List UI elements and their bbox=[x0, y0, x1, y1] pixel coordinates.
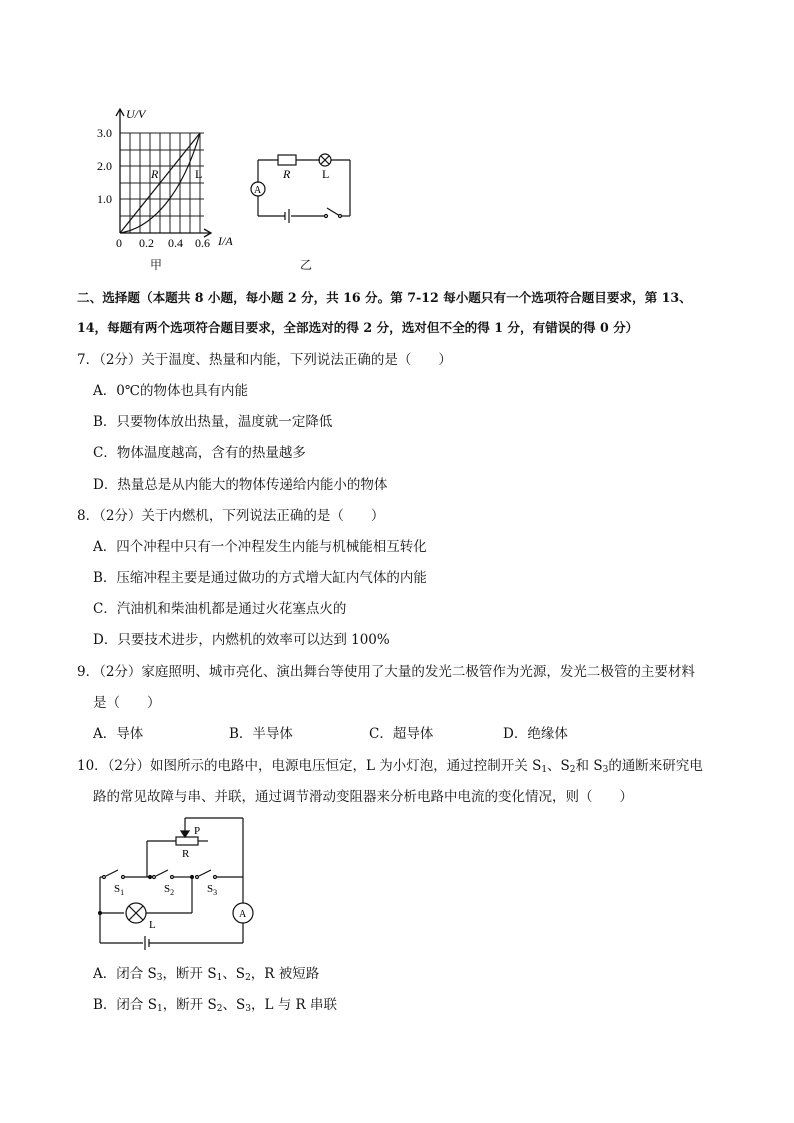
x-tick-02: 0.2 bbox=[139, 236, 154, 250]
resistor-label: R bbox=[283, 167, 291, 181]
q9-option-c: C．超导体 bbox=[369, 726, 434, 742]
q10-stem-part4: 的通断来研究电 bbox=[608, 758, 703, 774]
q10-option-b: B．闭合 $S_1$，断开 $S_2$、$S_3$，L 与 R 串联 bbox=[93, 997, 337, 1014]
q9-option-b: B．半导体 bbox=[229, 726, 293, 742]
lamp-label: L bbox=[322, 167, 330, 181]
switch-s1 bbox=[106, 870, 118, 876]
q9-stem-line1: 9．（2分）家庭照明、城市亮化、演出舞台等使用了大量的发光二极管作为光源，发光二极管的主要材料 bbox=[77, 664, 695, 680]
rheostat-r bbox=[176, 837, 198, 845]
switch-s2 bbox=[156, 870, 168, 876]
circuit-yi bbox=[240, 145, 360, 230]
ammeter-label: A bbox=[254, 185, 262, 196]
q10-option-a: A．闭合 $S_3$，断开 $S_1$、$S_2$，R 被短路 bbox=[93, 966, 320, 983]
y-tick-2: 2.0 bbox=[97, 159, 112, 173]
q10-stem-part3: 和 S bbox=[575, 758, 603, 774]
q8-option-d: D．只要技术进步，内燃机的效率可以达到 100% bbox=[93, 632, 390, 648]
section-heading-line1: 二、选择题（本题共 8 小题，每小题 2 分，共 16 分。第 7-12 每小题只有一个选项符合题目要求，第 13、 bbox=[77, 290, 692, 305]
q8-option-a: A．四个冲程中只有一个冲程发生内能与机械能相互转化 bbox=[93, 539, 427, 555]
q9-option-a: A．导体 bbox=[93, 726, 144, 742]
q7-option-b: B．只要物体放出热量，温度就一定降低 bbox=[93, 414, 333, 430]
x-tick-06: 0.6 bbox=[195, 236, 210, 250]
x-axis-label: I/A bbox=[218, 234, 233, 248]
curve-r-label: R bbox=[151, 167, 159, 181]
q8-option-b: B．压缩冲程主要是通过做功的方式增大缸内气体的内能 bbox=[93, 570, 427, 586]
q10-fig-r: R bbox=[182, 848, 190, 860]
q10-fig-p: P bbox=[194, 825, 201, 837]
q7-stem: 7．（2分）关于温度、热量和内能，下列说法正确的是（ ） bbox=[77, 352, 452, 368]
q7-option-c: C．物体温度越高，含有的热量越多 bbox=[93, 445, 306, 461]
q8-option-c: C．汽油机和柴油机都是通过火花塞点火的 bbox=[93, 601, 347, 617]
q10-stem-part1: 10．（2分）如图所示的电路中，电源电压恒定，L 为小灯泡，通过控制开关 S bbox=[77, 758, 542, 774]
slider-arrow bbox=[181, 831, 189, 837]
q10-fig-s3: $S_3$ bbox=[207, 883, 218, 897]
curve-l-label: L bbox=[195, 167, 203, 181]
q10-stem-line2: 路的常见故障与串、并联，通过调节滑动变阻器来分析电路中电流的变化情况，则（ ） bbox=[93, 789, 633, 805]
q10-circuit bbox=[90, 815, 265, 955]
q7-option-d: D．热量总是从内能大的物体传递给内能小的物体 bbox=[93, 477, 388, 493]
q10-stem-line1 bbox=[77, 756, 703, 776]
x-tick-04: 0.4 bbox=[168, 236, 183, 250]
q10-sub2: 2 bbox=[569, 765, 576, 775]
caption-yi: 乙 bbox=[300, 258, 313, 272]
y-tick-1: 1.0 bbox=[97, 192, 112, 206]
q10-fig-s1: $S_1$ bbox=[114, 883, 125, 897]
caption-jia: 甲 bbox=[150, 258, 163, 272]
q10-stem-part2: 、S bbox=[547, 758, 570, 774]
q9-stem-line2: 是（ ） bbox=[93, 695, 161, 711]
resistor-r bbox=[278, 155, 296, 165]
q10-fig-l: L bbox=[149, 919, 156, 931]
y-axis-label: U/V bbox=[126, 107, 146, 121]
q10-fig-a: A bbox=[239, 909, 247, 920]
switch-blade bbox=[327, 208, 340, 216]
q8-stem: 8．（2分）关于内燃机，下列说法正确的是（ ） bbox=[77, 508, 385, 524]
ui-graph-jia bbox=[92, 100, 252, 275]
y-tick-3: 3.0 bbox=[97, 126, 112, 140]
q7-option-a: A．0℃的物体也具有内能 bbox=[93, 383, 248, 399]
switch-s3 bbox=[199, 870, 211, 876]
q9-option-d: D．绝缘体 bbox=[503, 726, 568, 742]
x-tick-0: 0 bbox=[116, 236, 122, 250]
q10-fig-s2: $S_2$ bbox=[164, 883, 175, 897]
q10-sub3: 3 bbox=[602, 765, 609, 775]
section-heading-line2: 14，每题有两个选项符合题目要求，全部选对的得 2 分，选对但不全的得 1 分，有错误的得 0 分） bbox=[77, 320, 639, 335]
q10-sub1: 1 bbox=[541, 765, 548, 775]
